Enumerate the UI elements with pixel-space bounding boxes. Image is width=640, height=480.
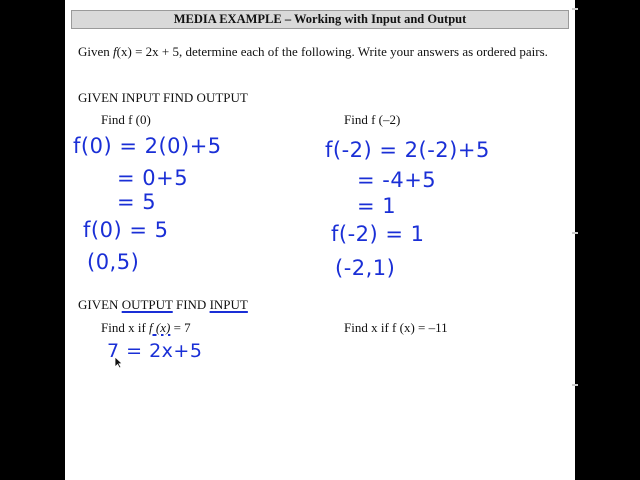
- heading-input-word: INPUT: [209, 297, 248, 312]
- handwritten-line: = 5: [117, 190, 157, 214]
- handwritten-line: = 0+5: [117, 166, 189, 190]
- handwritten-line: (0,5): [87, 250, 140, 274]
- prompt-find-f-2: Find f (–2): [344, 112, 401, 127]
- heading-find: FIND: [172, 297, 210, 312]
- prompt-find-x-neg11: Find x if f (x) = –11: [344, 320, 448, 335]
- instructions-text: [78, 44, 558, 59]
- handwritten-line: f(0) = 5: [83, 218, 169, 242]
- worksheet-page: [65, 0, 575, 480]
- page-title: MEDIA EXAMPLE – Working with Input and Output: [71, 10, 569, 29]
- edge-mark: [572, 232, 578, 234]
- prompt-find-f0: Find f (0): [101, 112, 151, 127]
- function-arg: (x): [116, 44, 132, 59]
- arrow-cursor-icon: [114, 356, 123, 369]
- prompt-find-x-7: [101, 320, 191, 336]
- heading-given: GIVEN: [78, 297, 122, 312]
- given-word: Given: [78, 44, 114, 59]
- edge-mark: [572, 384, 578, 386]
- handwritten-line: = -4+5: [357, 168, 437, 192]
- section-heading-input: GIVEN INPUT FIND OUTPUT: [78, 90, 248, 105]
- function-rule: = 2x + 5, determine each of the following. Write your answers as ordered pairs.: [131, 44, 548, 59]
- handwritten-line: = 1: [357, 194, 397, 218]
- edge-mark: [572, 8, 578, 10]
- prompt-equals-7: = 7: [170, 320, 191, 335]
- function-name: f: [113, 44, 117, 59]
- handwritten-line: f(-2) = 1: [331, 222, 425, 246]
- handwritten-line: f(0) = 2(0)+5: [73, 134, 222, 158]
- heading-output-word: OUTPUT: [121, 297, 173, 312]
- handwritten-line: (-2,1): [335, 256, 396, 280]
- prompt-fx: f (x): [149, 320, 171, 335]
- prompt-find-x: Find x if: [101, 320, 150, 335]
- handwritten-line: f(-2) = 2(-2)+5: [325, 138, 490, 162]
- handwritten-line: 7 = 2x+5: [107, 340, 203, 362]
- section-heading-output: [78, 297, 248, 313]
